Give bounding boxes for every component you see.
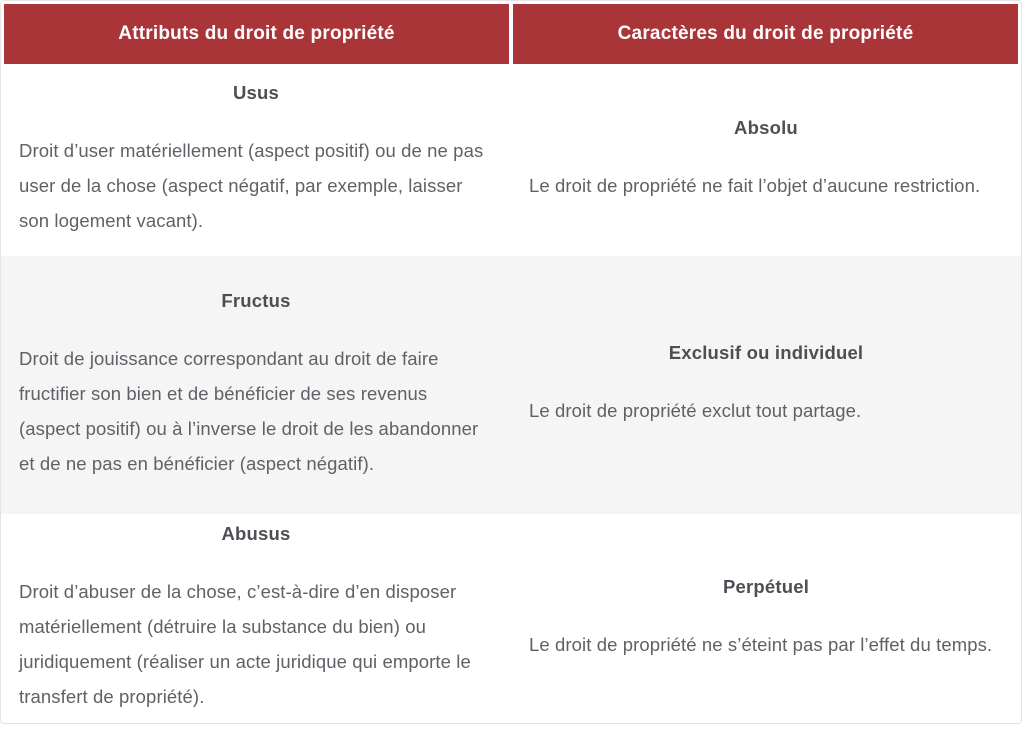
cell-perpetuel	[511, 514, 1021, 723]
table-row	[1, 514, 1021, 723]
table-row	[1, 256, 1021, 514]
cell-text: Le droit de propriété ne s’éteint pas par l’effet du temps.	[529, 633, 993, 655]
cell-title: Usus	[232, 82, 280, 103]
cell-text: Droit d’abuser de la chose, c’est-à-dire d’en disposer matériellement (détruire la substance du bien) ou juridiquement (réaliser un acte juridique qui emporte le transfert de propriété).	[19, 581, 471, 707]
table-header-row	[1, 1, 1021, 64]
cell-absolu	[511, 64, 1021, 256]
cell-text: Le droit de propriété ne fait l’objet d’aucune restriction.	[529, 175, 981, 196]
cell-title: Absolu	[734, 117, 798, 138]
column-header-caracteres: Caractères du droit de propriété	[513, 4, 1018, 64]
cell-title: Abusus	[221, 523, 291, 544]
cell-usus	[1, 64, 511, 256]
cell-text: Droit d’user matériellement (aspect positif) ou de ne pas user de la chose (aspect négatif, par exemple, laisser son logement vacant).	[19, 140, 484, 231]
cell-title: Exclusif ou individuel	[668, 342, 864, 363]
cell-fructus	[1, 256, 511, 514]
cell-exclusif	[511, 256, 1021, 514]
column-header-attributs: Attributs du droit de propriété	[4, 4, 509, 64]
table-row	[1, 64, 1021, 256]
cell-title: Fructus	[221, 289, 291, 311]
cell-title: Perpétuel	[722, 575, 810, 597]
cell-text: Le droit de propriété exclut tout partage.	[529, 400, 862, 421]
cell-abusus	[1, 514, 511, 723]
cell-text: Droit de jouissance correspondant au droit de faire fructifier son bien et de bénéficier de ses revenus (aspect positif) ou à l’inverse le droit de les abandonner et de ne pas en bénéficier (aspect négatif).	[19, 347, 479, 474]
